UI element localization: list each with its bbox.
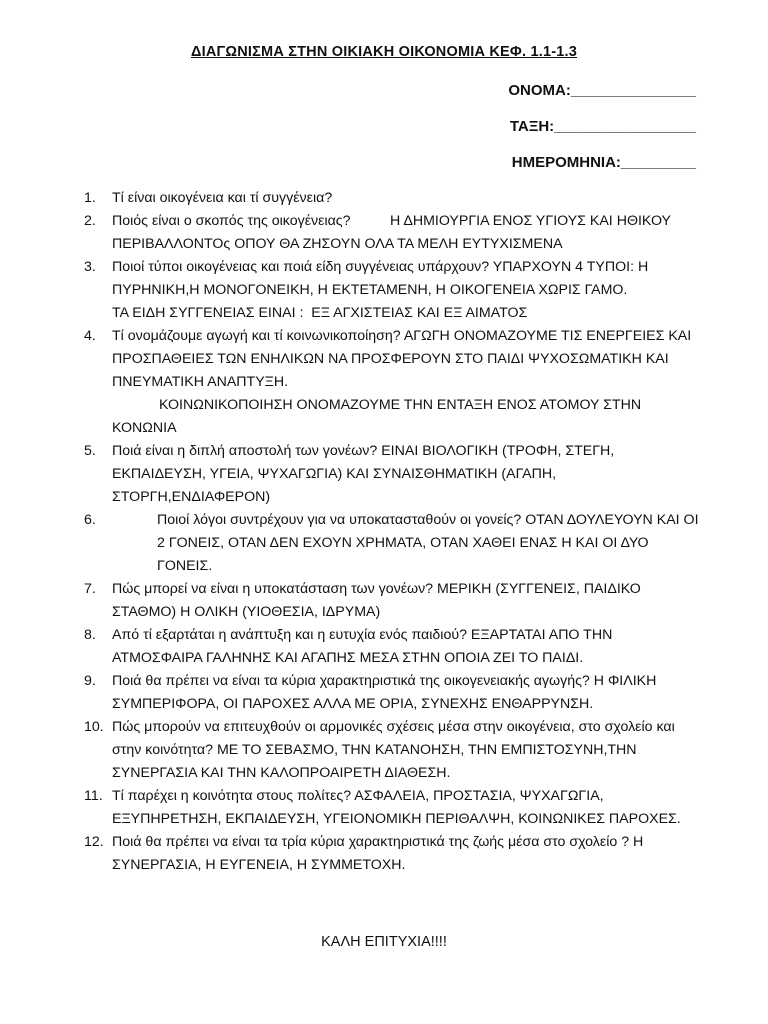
question-item xyxy=(84,578,704,624)
name-field: ΟΝΟΜΑ:_______________ xyxy=(508,82,696,99)
question-item xyxy=(84,624,704,670)
question-text: Ποιοί λόγοι συντρέχουν για να υποκατασταθούν οι γονείς? ΟΤΑΝ ΔΟΥΛΕΥΟΥΝ ΚΑΙ ΟΙ 2 ΓΟΝΕΙΣ, ΟΤΑΝ ΔΕΝ ΕΧΟΥΝ ΧΡΗΜΑΤΑ, ΟΤΑΝ ΧΑΘΕΙ ΕΝΑΣ Η ΚΑΙ ΟΙ ΔΥΟ ΓΟΝΕΙΣ. xyxy=(157,512,699,574)
question-extra-text: ΚΟΙΝΩΝΙΚΟΠΟΙΗΣΗ ΟΝΟΜΑΖΟΥΜΕ ΤΗΝ ΕΝΤΑΞΗ ΕΝΟΣ ΑΤΟΜΟΥ ΣΤΗΝ xyxy=(159,397,642,413)
question-number: 12. xyxy=(84,834,104,850)
question-item xyxy=(84,509,704,578)
question-item xyxy=(84,256,704,325)
question-text: Τί παρέχει η κοινότητα στους πολίτες? ΑΣΦΑΛΕΙΑ, ΠΡΟΣΤΑΣΙΑ, ΨΥΧΑΓΩΓΙΑ, ΕΞΥΠΗΡΕΤΗΣΗ, ΕΚΠΑΙΔΕΥΣΗ, ΥΓΕΙΟΝΟΜΙΚΗ ΠΕΡΙΘΑΛΨΗ, ΚΟΙΝΩΝΙΚΕΣ ΠΑΡΟΧΕΣ. xyxy=(112,788,681,827)
question-text: Από τί εξαρτάται η ανάπτυξη και η ευτυχία ενός παιδιού? ΕΞΑΡΤΑΤΑΙ ΑΠΟ ΤΗΝ ΑΤΜΟΣΦΑΙΡΑ ΓΑΛΗΝΗΣ ΚΑΙ ΑΓΑΠΗΣ ΜΕΣΑ ΣΤΗΝ ΟΠΟΙΑ ΖΕΙ ΤΟ ΠΑΙΔΙ. xyxy=(112,627,613,666)
question-item xyxy=(84,440,704,509)
question-text: Πώς μπορεί να είναι η υποκατάσταση των γονέων? ΜΕΡΙΚΗ (ΣΥΓΓΕΝΕΙΣ, ΠΑΙΔΙΚΟ ΣΤΑΘΜΟ) Η ΟΛΙΚΗ (ΥΙΟΘΕΣΙΑ, ΙΔΡΥΜΑ) xyxy=(112,581,641,620)
question-item xyxy=(84,210,704,256)
class-field: ΤΑΞΗ:_________________ xyxy=(509,118,696,135)
question-item xyxy=(84,785,704,831)
question-number: 1. xyxy=(84,190,96,206)
question-number: 5. xyxy=(84,443,96,459)
date-field: ΗΜΕΡΟΜΗΝΙΑ:_________ xyxy=(511,154,696,171)
question-text: Ποιός είναι ο σκοπός της οικογένειας? Η ΔΗΜΙΟΥΡΓΙΑ ΕΝΟΣ ΥΓΙΟΥΣ ΚΑΙ ΗΘΙΚΟΥ ΠΕΡΙΒΑΛΛΟΝΤΟς ΟΠΟΥ ΘΑ ΖΗΣΟΥΝ ΟΛΑ ΤΑ ΜΕΛΗ ΕΥΤΥΧΙΣΜΕΝΑ xyxy=(112,213,675,252)
question-item xyxy=(84,187,704,210)
question-text: Πώς μπορούν να επιτευχθούν οι αρμονικές σχέσεις μέσα στην οικογένεια, στο σχολείο και στην κοινότητα? ΜΕ ΤΟ ΣΕΒΑΣΜΟ, ΤΗΝ ΚΑΤΑΝΟΗΣΗ, ΤΗΝ ΕΜΠΙΣΤΟΣΥΝΗ,ΤΗΝ ΣΥΝΕΡΓΑΣΙΑ ΚΑΙ ΤΗΝ ΚΑΛΟΠΡΟΑΙΡΕΤΗ ΔΙΑΘΕΣΗ. xyxy=(112,719,675,781)
question-item xyxy=(84,325,704,440)
question-text: Τί είναι οικογένεια και τί συγγένεια? xyxy=(112,190,333,206)
question-item xyxy=(84,831,704,877)
question-number: 2. xyxy=(84,213,96,229)
question-item xyxy=(84,716,704,785)
question-list xyxy=(84,187,704,877)
question-text: Ποιά είναι η διπλή αποστολή των γονέων? ΕΙΝΑΙ ΒΙΟΛΟΓΙΚΗ (ΤΡΟΦΗ, ΣΤΕΓΗ, ΕΚΠΑΙΔΕΥΣΗ, ΥΓΕΙΑ, ΨΥΧΑΓΩΓΙΑ) ΚΑΙ ΣΥΝΑΙΣΘΗΜΑΤΙΚΗ (ΑΓΑΠΗ, ΣΤΟΡΓΗ,ΕΝΔΙΑΦΕΡΟΝ) xyxy=(112,443,615,505)
question-number: 3. xyxy=(84,259,96,275)
question-number: 10. xyxy=(84,719,104,735)
page-title: ΔΙΑΓΩΝΙΣΜΑ ΣΤΗΝ ΟΙΚΙΑΚΗ ΟΙΚΟΝΟΜΙΑ ΚΕΦ. 1.1-1.3 xyxy=(190,44,578,60)
question-number: 9. xyxy=(84,673,96,689)
question-number: 8. xyxy=(84,627,96,643)
question-text: Ποιά θα πρέπει να είναι τα τρία κύρια χαρακτηριστικά της ζωής μέσα στο σχολείο ? Η ΣΥΝΕΡΓΑΣΙΑ, Η ΕΥΓΕΝΕΙΑ, Η ΣΥΜΜΕΤΟΧΗ. xyxy=(112,834,644,873)
question-text: Ποιά θα πρέπει να είναι τα κύρια χαρακτηριστικά της οικογενειακής αγωγής? Η ΦΙΛΙΚΗ ΣΥΜΠΕΡΙΦΟΡΑ, ΟΙ ΠΑΡΟΧΕΣ ΑΛΛΑ ΜΕ ΟΡΙΑ, ΣΥΝΕΧΗΣ ΕΝΘΑΡΡΥΝΣΗ. xyxy=(112,673,657,712)
question-number: 6. xyxy=(84,512,96,528)
question-extra-text-2: ΚΟΝΩΝΙΑ xyxy=(112,420,177,436)
question-number: 11. xyxy=(84,788,103,804)
question-number: 7. xyxy=(84,581,96,597)
question-text: Ποιοί τύποι οικογένειας και ποιά είδη συγγένειας υπάρχουν? ΥΠΑΡΧΟΥΝ 4 ΤΥΠΟΙ: Η ΠΥΡΗΝΙΚΗ,Η ΜΟΝΟΓΟΝΕΙΚΗ, Η ΕΚΤΕΤΑΜΕΝΗ, Η ΟΙΚΟΓΕΝΕΙΑ ΧΩΡΙΣ ΓΑΜΟ. ΤΑ ΕΙΔΗ ΣΥΓΓΕΝΕΙΑΣ ΕΙΝΑΙ : ΕΞ ΑΓΧΙΣΤΕΙΑΣ ΚΑΙ ΕΞ ΑΙΜΑΤΟΣ xyxy=(112,259,691,321)
question-number: 4. xyxy=(84,328,96,344)
question-item xyxy=(84,670,704,716)
footer-text: ΚΑΛΗ ΕΠΙΤΥΧΙΑ!!!! xyxy=(321,934,447,950)
question-text: Τί ονομάζουμε αγωγή και τί κοινωνικοποίηση? ΑΓΩΓΗ ΟΝΟΜΑΖΟΥΜΕ ΤΙΣ ΕΝΕΡΓΕΙΕΣ ΚΑΙ ΠΡΟΣΠΑΘΕΙΕΣ ΤΩΝ ΕΝΗΛΙΚΩΝ ΝΑ ΠΡΟΣΦΕΡΟΥΝ ΣΤΟ ΠΑΙΔΙ ΨΥΧΟΣΩΜΑΤΙΚΗ ΚΑΙ ΠΝΕΥΜΑΤΙΚΗ ΑΝΑΠΤΥΞΗ. xyxy=(112,328,692,390)
